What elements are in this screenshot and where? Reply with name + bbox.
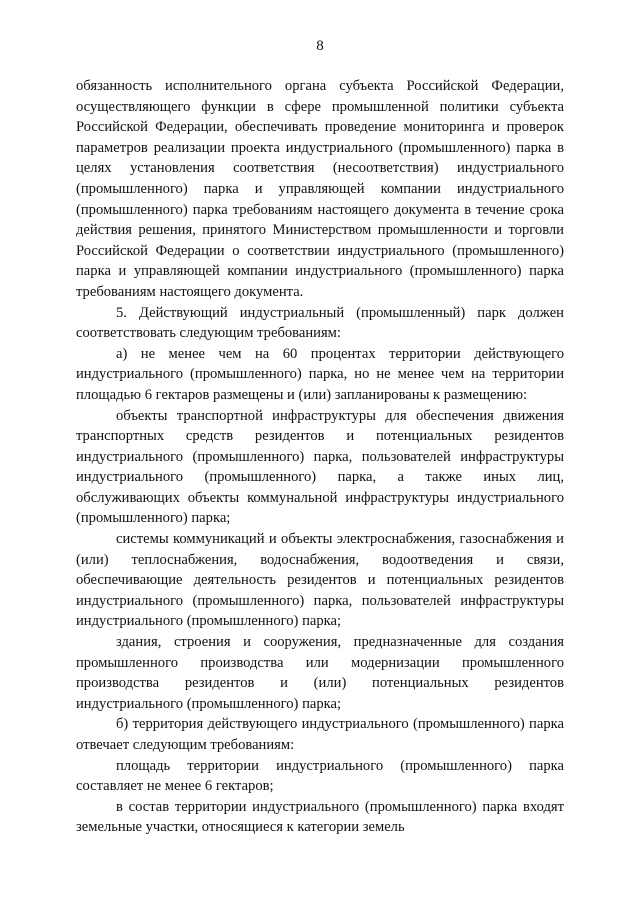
paragraph-subclause-a: а) не менее чем на 60 процентах территории действующего индустриального (промышленного) парка, но не менее чем на территории площадью 6 гектаров размещены и (или) запланированы к размещению: [76,345,564,403]
paragraph-buildings: здания, строения и сооружения, предназначенные для создания промышленного производства или модернизации промышленного производства резидентов и (или) потенциальных резидентов индустриального (промышленного) парка; [76,634,564,712]
paragraph-utility-systems: системы коммуникаций и объекты электроснабжения, газоснабжения и (или) теплоснабжения, водоснабжения, водоотведения и связи, обеспечивающие деятельность резидентов и потенциальных резидентов индустриального (промышленного) парка, пользователей инфраструктуры индустриального (промышленного) парка; [76,531,564,630]
paragraph-area-requirement: площадь территории индустриального (промышленного) парка составляет не менее 6 гектаров; [76,757,564,795]
paragraph-land-plots: в состав территории индустриального (промышленного) парка входят земельные участки, относящиеся к категории земель [76,798,564,836]
document-body [76,76,564,838]
paragraph-transport-infrastructure: объекты транспортной инфраструктуры для обеспечения движения транспортных средств резидентов и потенциальных резидентов индустриального (промышленного) парка, пользователей инфраструктуры индустриального (промышленного) парка, а также иных лиц, обслуживающих объекты коммунальной инфраструктуры индустриального (промышленного) парка; [76,407,564,527]
page-number: 8 [316,38,324,54]
paragraph-obligation-continuation: обязанность исполнительного органа субъекта Российской Федерации, осуществляющего функции в сфере промышленной политики субъекта Российской Федерации, обеспечивать проведение мониторинга и проверок параметров реализации проекта индустриального (промышленного) парка в целях установления соответствия (несоответствия) индустриального (промышленного) парка и управляющей компании индустриального (промышленного) парка требованиям настоящего документа в течение срока действия решения, принятого Министерством промышленности и торговли Российской Федерации о соответствии индустриального (промышленного) парка и управляющей компании индустриального (промышленного) парка требованиям настоящего документа. [76,78,564,300]
paragraph-clause-5: 5. Действующий индустриальный (промышленный) парк должен соответствовать следующим требованиям: [76,304,564,342]
paragraph-subclause-b: б) территория действующего индустриального (промышленного) парка отвечает следующим требованиям: [76,716,564,753]
